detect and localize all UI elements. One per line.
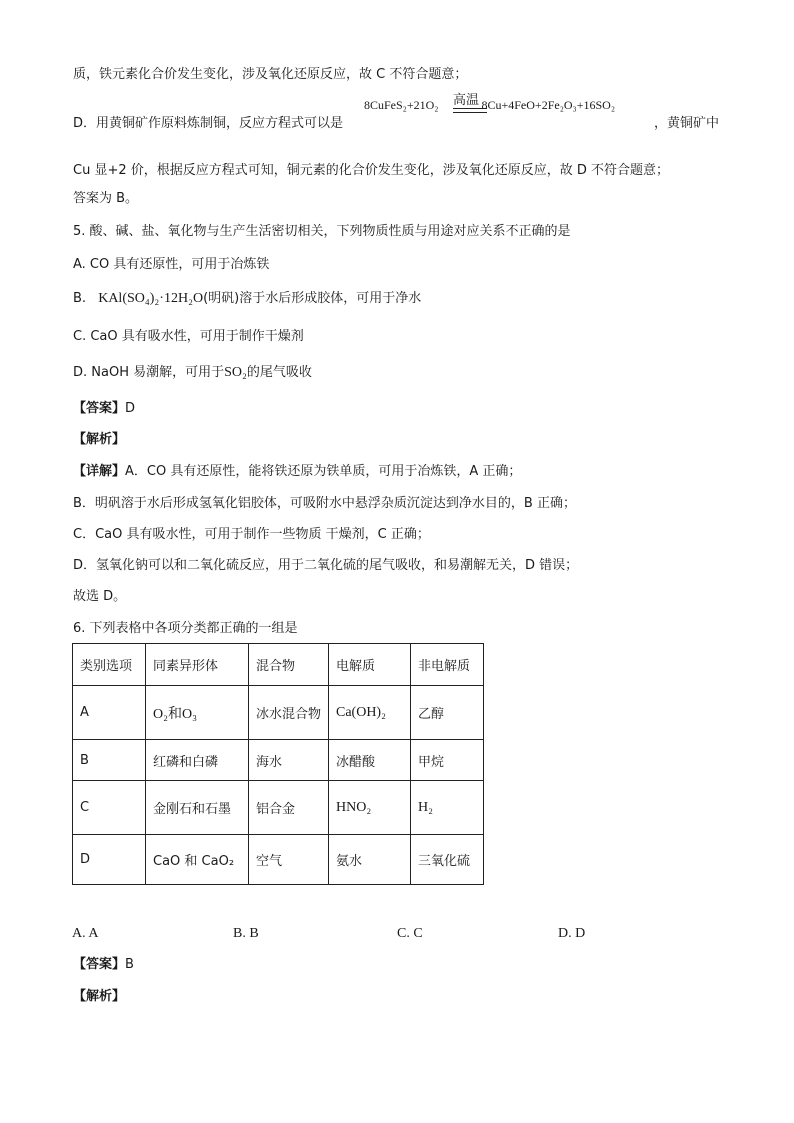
q5-option-d-pre: D. NaOH 易潮解，可用于	[73, 365, 225, 380]
q6-option-a: A. A	[72, 926, 99, 941]
table-header-cell: 混合物	[249, 644, 329, 686]
table-row	[73, 686, 484, 740]
q5-option-d-post: 的尾气吸收	[246, 365, 312, 380]
table-cell: O₂和O₃	[146, 686, 249, 740]
q6-stem: 6. 下列表格中各项分类都正确的一组是	[73, 621, 298, 636]
q5-option-b-text: (明矾)溶于水后形成胶体，可用于净水	[203, 291, 422, 306]
q5-answer	[73, 400, 135, 418]
table-cell: 海水	[249, 740, 329, 781]
q5-detail-a: 【详解】A．CO 具有还原性，能将铁还原为铁单质，可用于冶炼铁，A 正确；	[73, 464, 522, 479]
q6-answer-value: B	[125, 957, 134, 972]
table-cell: B	[73, 740, 146, 781]
q6-options	[72, 926, 632, 944]
q5-option-d-formula: SO₂	[224, 365, 247, 380]
table-cell: 空气	[249, 835, 329, 885]
table-cell: 三氧化硫	[411, 835, 484, 885]
prev-line-d-intro: D．用黄铜矿作原料炼制铜，反应方程式可以是	[73, 116, 344, 131]
table-cell: CaO 和 CaO₂	[146, 835, 249, 885]
q5-detail-c: C．CaO 具有吸水性，可用于制作一些物质 干燥剂，C 正确；	[73, 527, 430, 542]
q5-analysis-label: 【解析】	[73, 432, 126, 447]
q6-answer	[73, 956, 134, 974]
table-cell: D	[73, 835, 146, 885]
table-cell: 红磷和白磷	[146, 740, 249, 781]
equation-right: 8Cu+4FeO+2Fe₂O₃+16SO₂	[481, 98, 616, 112]
table-cell: 乙醇	[411, 686, 484, 740]
table-cell: HNO₂	[329, 781, 411, 835]
equation-left: 8CuFeS₂+21O₂	[364, 98, 439, 112]
table-row	[73, 781, 484, 835]
classification-table	[72, 643, 484, 885]
equation-condition: 高温	[453, 93, 480, 108]
q5-option-b	[73, 290, 421, 308]
q5-detail-d: D．氢氧化钠可以和二氧化硫反应，用于二氧化硫的尾气吸收，和易潮解无关，D 错误；	[73, 558, 579, 573]
q6-option-d: D. D	[558, 926, 586, 941]
prev-conclusion: 答案为 B。	[73, 191, 139, 206]
q6-option-b: B. B	[233, 926, 259, 941]
table-header-cell: 同素异形体	[146, 644, 249, 686]
prev-line-d2: Cu 显+2 价，根据反应方程式可知，铜元素的化合价发生变化，涉及氧化还原反应，故 D 不符合题意；	[73, 163, 670, 178]
table-cell: 甲烷	[411, 740, 484, 781]
table-header-row	[73, 644, 484, 686]
prev-line-d-after: ，黄铜矿中	[654, 116, 720, 131]
table-header-cell: 类别选项	[73, 644, 146, 686]
table-cell: C	[73, 781, 146, 835]
q5-detail-b: B．明矾溶于水后形成氢氧化铝胶体，可吸附水中悬浮杂质沉淀达到净水目的，B 正确；	[73, 496, 576, 511]
q5-option-a: A. CO 具有还原性，可用于冶炼铁	[73, 257, 270, 272]
table-cell: A	[73, 686, 146, 740]
q5-answer-value: D	[125, 401, 136, 416]
q5-detail-label: 【详解】	[73, 464, 126, 479]
table-cell: 铝合金	[249, 781, 329, 835]
q6-analysis-label: 【解析】	[73, 989, 126, 1004]
q6-answer-label: 【答案】	[73, 957, 126, 972]
table-cell: 冰醋酸	[329, 740, 411, 781]
table-cell: Ca(OH)₂	[329, 686, 411, 740]
q5-option-c: C. CaO 具有吸水性，可用于制作干燥剂	[73, 329, 304, 344]
q5-answer-label: 【答案】	[73, 401, 126, 416]
table-header-cell: 非电解质	[411, 644, 484, 686]
table-cell: 金刚石和石墨	[146, 781, 249, 835]
table-header-cell: 电解质	[329, 644, 411, 686]
q5-conclusion: 故选 D。	[73, 589, 127, 604]
table-cell: H₂	[411, 781, 484, 835]
q5-option-b-formula: KAl(SO₄)₂·12H₂O	[98, 291, 204, 306]
prev-line-c: 质，铁元素化合价发生变化，涉及氧化还原反应，故 C 不符合题意；	[73, 67, 468, 82]
table-cell: 冰水混合物	[249, 686, 329, 740]
equation-equals-sign	[453, 108, 487, 113]
q5-option-b-label: B.	[73, 291, 87, 306]
table-row	[73, 835, 484, 885]
table-row	[73, 740, 484, 781]
q6-option-c: C. C	[397, 926, 423, 941]
table-cell: 氨水	[329, 835, 411, 885]
reaction-equation	[364, 93, 616, 113]
q5-option-d	[73, 364, 312, 382]
q5-stem: 5. 酸、碱、盐、氧化物与生产生活密切相关，下列物质性质与用途对应关系不正确的是	[73, 224, 571, 239]
